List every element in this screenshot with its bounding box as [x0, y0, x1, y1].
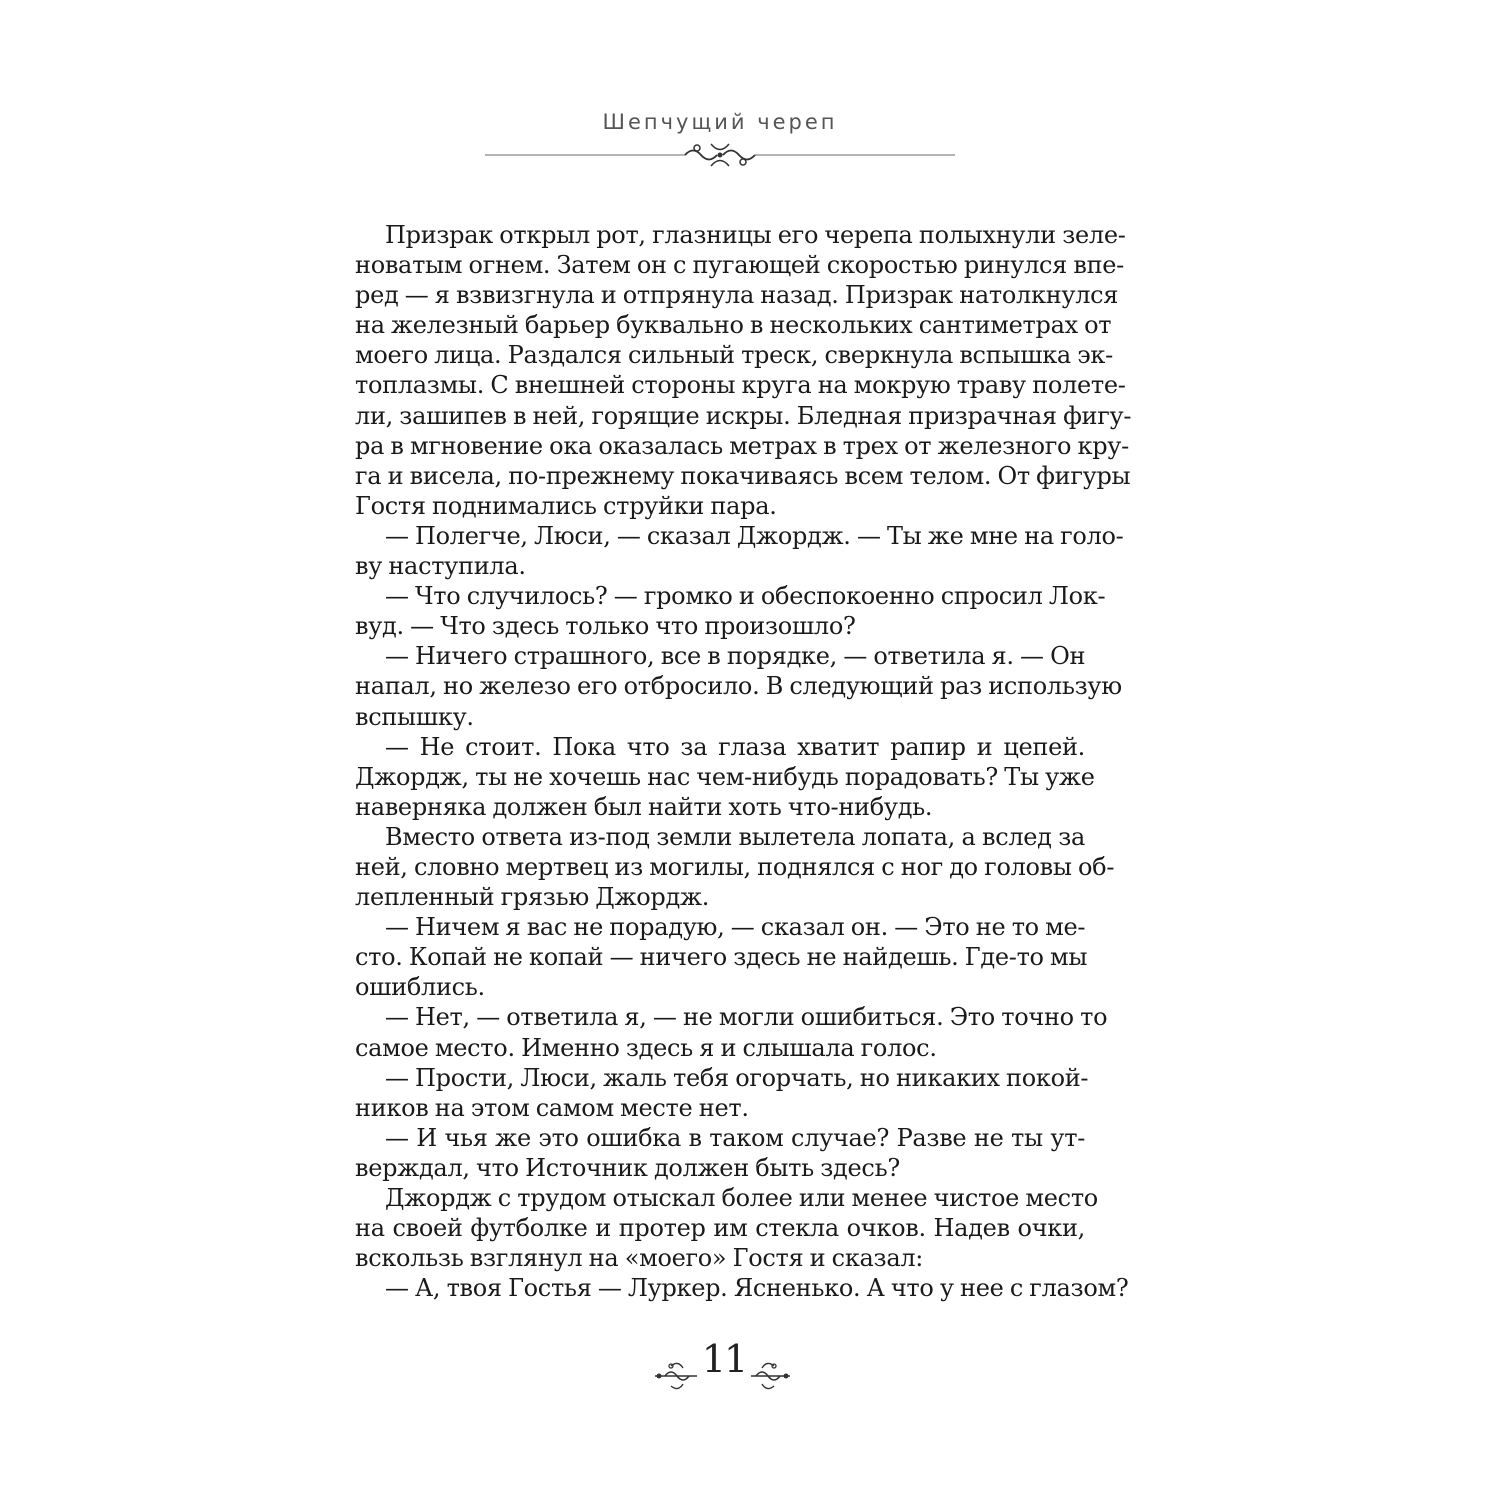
text-line: ра в мгновение ока оказалась метрах в трех от железного кру- [355, 431, 1129, 460]
text-line: — Что случилось? — громко и обеспокоенно спросил Лок- [385, 582, 1106, 611]
text-line: — Нет, — ответила я, — не могли ошибиться. Это точно то [385, 1003, 1108, 1032]
text-line: — Не стоит. Пока что за глаза хватит рапир и цепей. [385, 732, 1085, 761]
text-line: ву наступила. [355, 552, 526, 581]
text-line: ников на этом самом месте нет. [355, 1093, 749, 1122]
text-line: — Полегче, Люси, — сказал Джордж. — Ты же мне на голо- [385, 521, 1124, 550]
text-line: топлазмы. С внешней стороны круга на мокрую траву полете- [355, 371, 1126, 400]
text-line: — И чья же это ошибка в таком случае? Разве не ты ут- [385, 1123, 1085, 1152]
text-line: сто. Копай не копай — ничего здесь не найдешь. Где-то мы [355, 943, 1088, 972]
text-line: верждал, что Источник должен быть здесь? [355, 1153, 900, 1182]
text-line: вскользь взглянул на «моего» Гостя и сказал: [355, 1244, 924, 1273]
running-head: Шепчущий череп [602, 110, 838, 134]
text-line: на железный барьер буквально в нескольких сантиметрах от [355, 311, 1112, 340]
text-line: вуд. — Что здесь только что произошло? [355, 612, 856, 641]
text-line: самое место. Именно здесь я и слышала голос. [355, 1033, 937, 1062]
text-line: Джордж, ты не хочешь нас чем-нибудь порадовать? Ты уже [355, 762, 1095, 791]
text-line: Призрак открыл рот, глазницы его черепа полыхнули зеле- [385, 221, 1126, 249]
text-line: новатым огнем. Затем он с пугающей скоростью ринулся впе- [355, 251, 1124, 280]
text-line: наверняка должен был найти хоть что-нибудь. [355, 792, 933, 821]
text-line: — Прости, Люси, жаль тебя огорчать, но никаких покой- [385, 1063, 1089, 1092]
text-line: — Ничего страшного, все в порядке, — ответила я. — Он [385, 642, 1086, 671]
text-line: ред — я взвизгнула и отпрянула назад. Призрак натолкнулся [355, 281, 1119, 310]
text-line: ошиблись. [355, 973, 485, 1002]
text-line: га и висела, по-прежнему покачиваясь всем телом. От фигуры [355, 461, 1131, 490]
text-line: ней, словно мертвец из могилы, поднялся с ног до головы об- [355, 852, 1115, 881]
text-line: моего лица. Раздался сильный треск, сверкнула вспышка эк- [355, 341, 1113, 370]
text-line: — Ничем я вас не порадую, — сказал он. — Это не то ме- [385, 913, 1086, 942]
text-line: вспышку. [355, 702, 474, 731]
text-line: Гостя поднимались струйки пара. [355, 491, 777, 520]
text-line: ли, зашипев в ней, горящие искры. Бледная призрачная фигу- [355, 401, 1132, 430]
text-line: Вместо ответа из-под земли вылетела лопата, а вслед за [385, 822, 1085, 851]
body-text [355, 220, 1132, 1303]
text-line: — А, твоя Гостья — Луркер. Ясненько. А что у нее с глазом? [385, 1274, 1129, 1303]
text-line: напал, но железо его отбросило. В следующий раз использую [355, 672, 1122, 701]
header-ornament [485, 138, 955, 172]
text-line: лепленный грязью Джордж. [355, 883, 710, 912]
text-line: на своей футболке и протер им стекла очков. Надев очки, [355, 1214, 1085, 1243]
text-line: Джордж с трудом отыскал более или менее чистое место [385, 1184, 1098, 1212]
page-number: 11 [697, 1337, 751, 1381]
